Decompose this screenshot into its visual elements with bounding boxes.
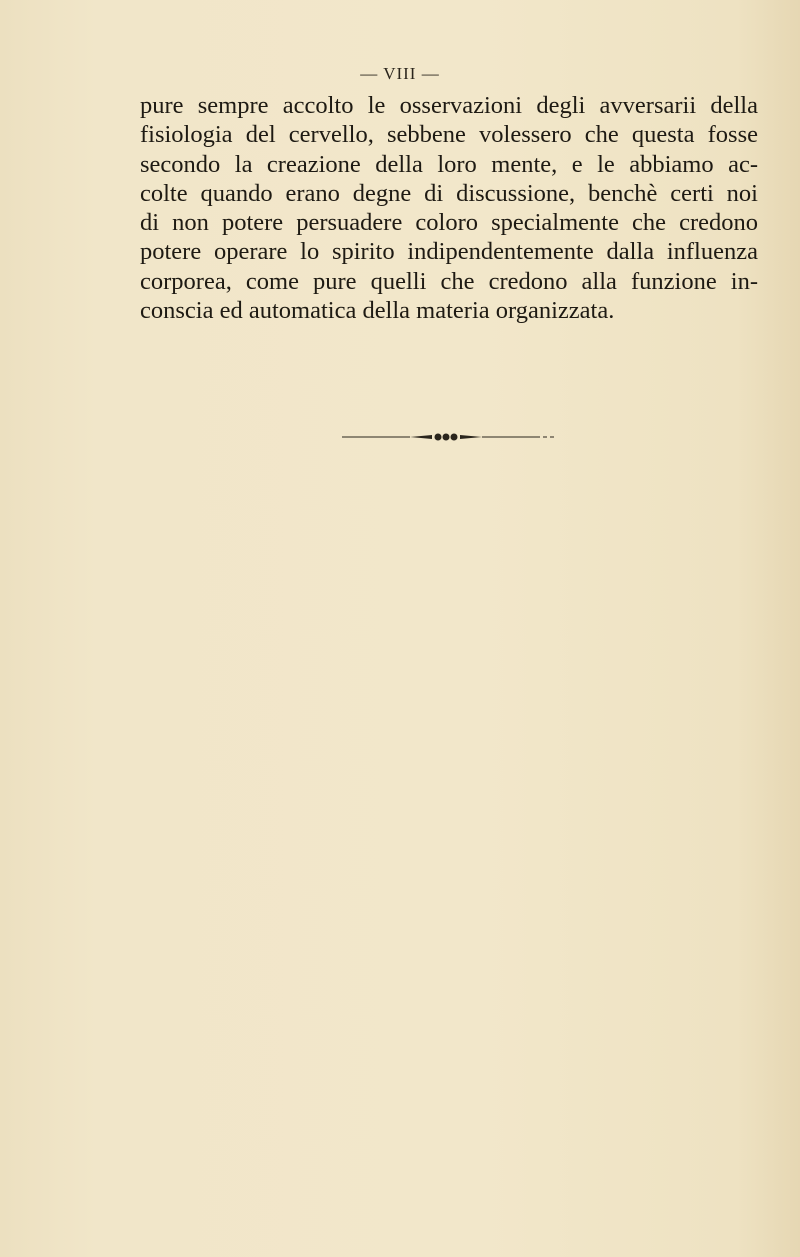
text-line: pure sempre accolto le osservazioni degli avversarii della <box>140 92 758 119</box>
text-line: secondo la creazione della loro mente, e le abbiamo ac- <box>140 150 758 178</box>
page-number: — VIII — <box>360 64 440 83</box>
section-divider-ornament <box>340 430 560 444</box>
text-line: corporea, come pure quelli che credono alla funzione in- <box>140 267 758 295</box>
text-line: di non potere persuadere coloro specialmente che credono <box>140 209 758 237</box>
text-line: colte quando erano degne di discussione, benchè certi noi <box>140 179 758 207</box>
text-line: potere operare lo spirito indipendentemente dalla influenza <box>140 238 758 266</box>
text-line: conscia ed automatica della materia organizzata. <box>140 297 615 325</box>
text-line: fisiologia del cervello, sebbene volessero che questa fosse <box>140 121 758 149</box>
body-paragraph <box>140 91 758 325</box>
